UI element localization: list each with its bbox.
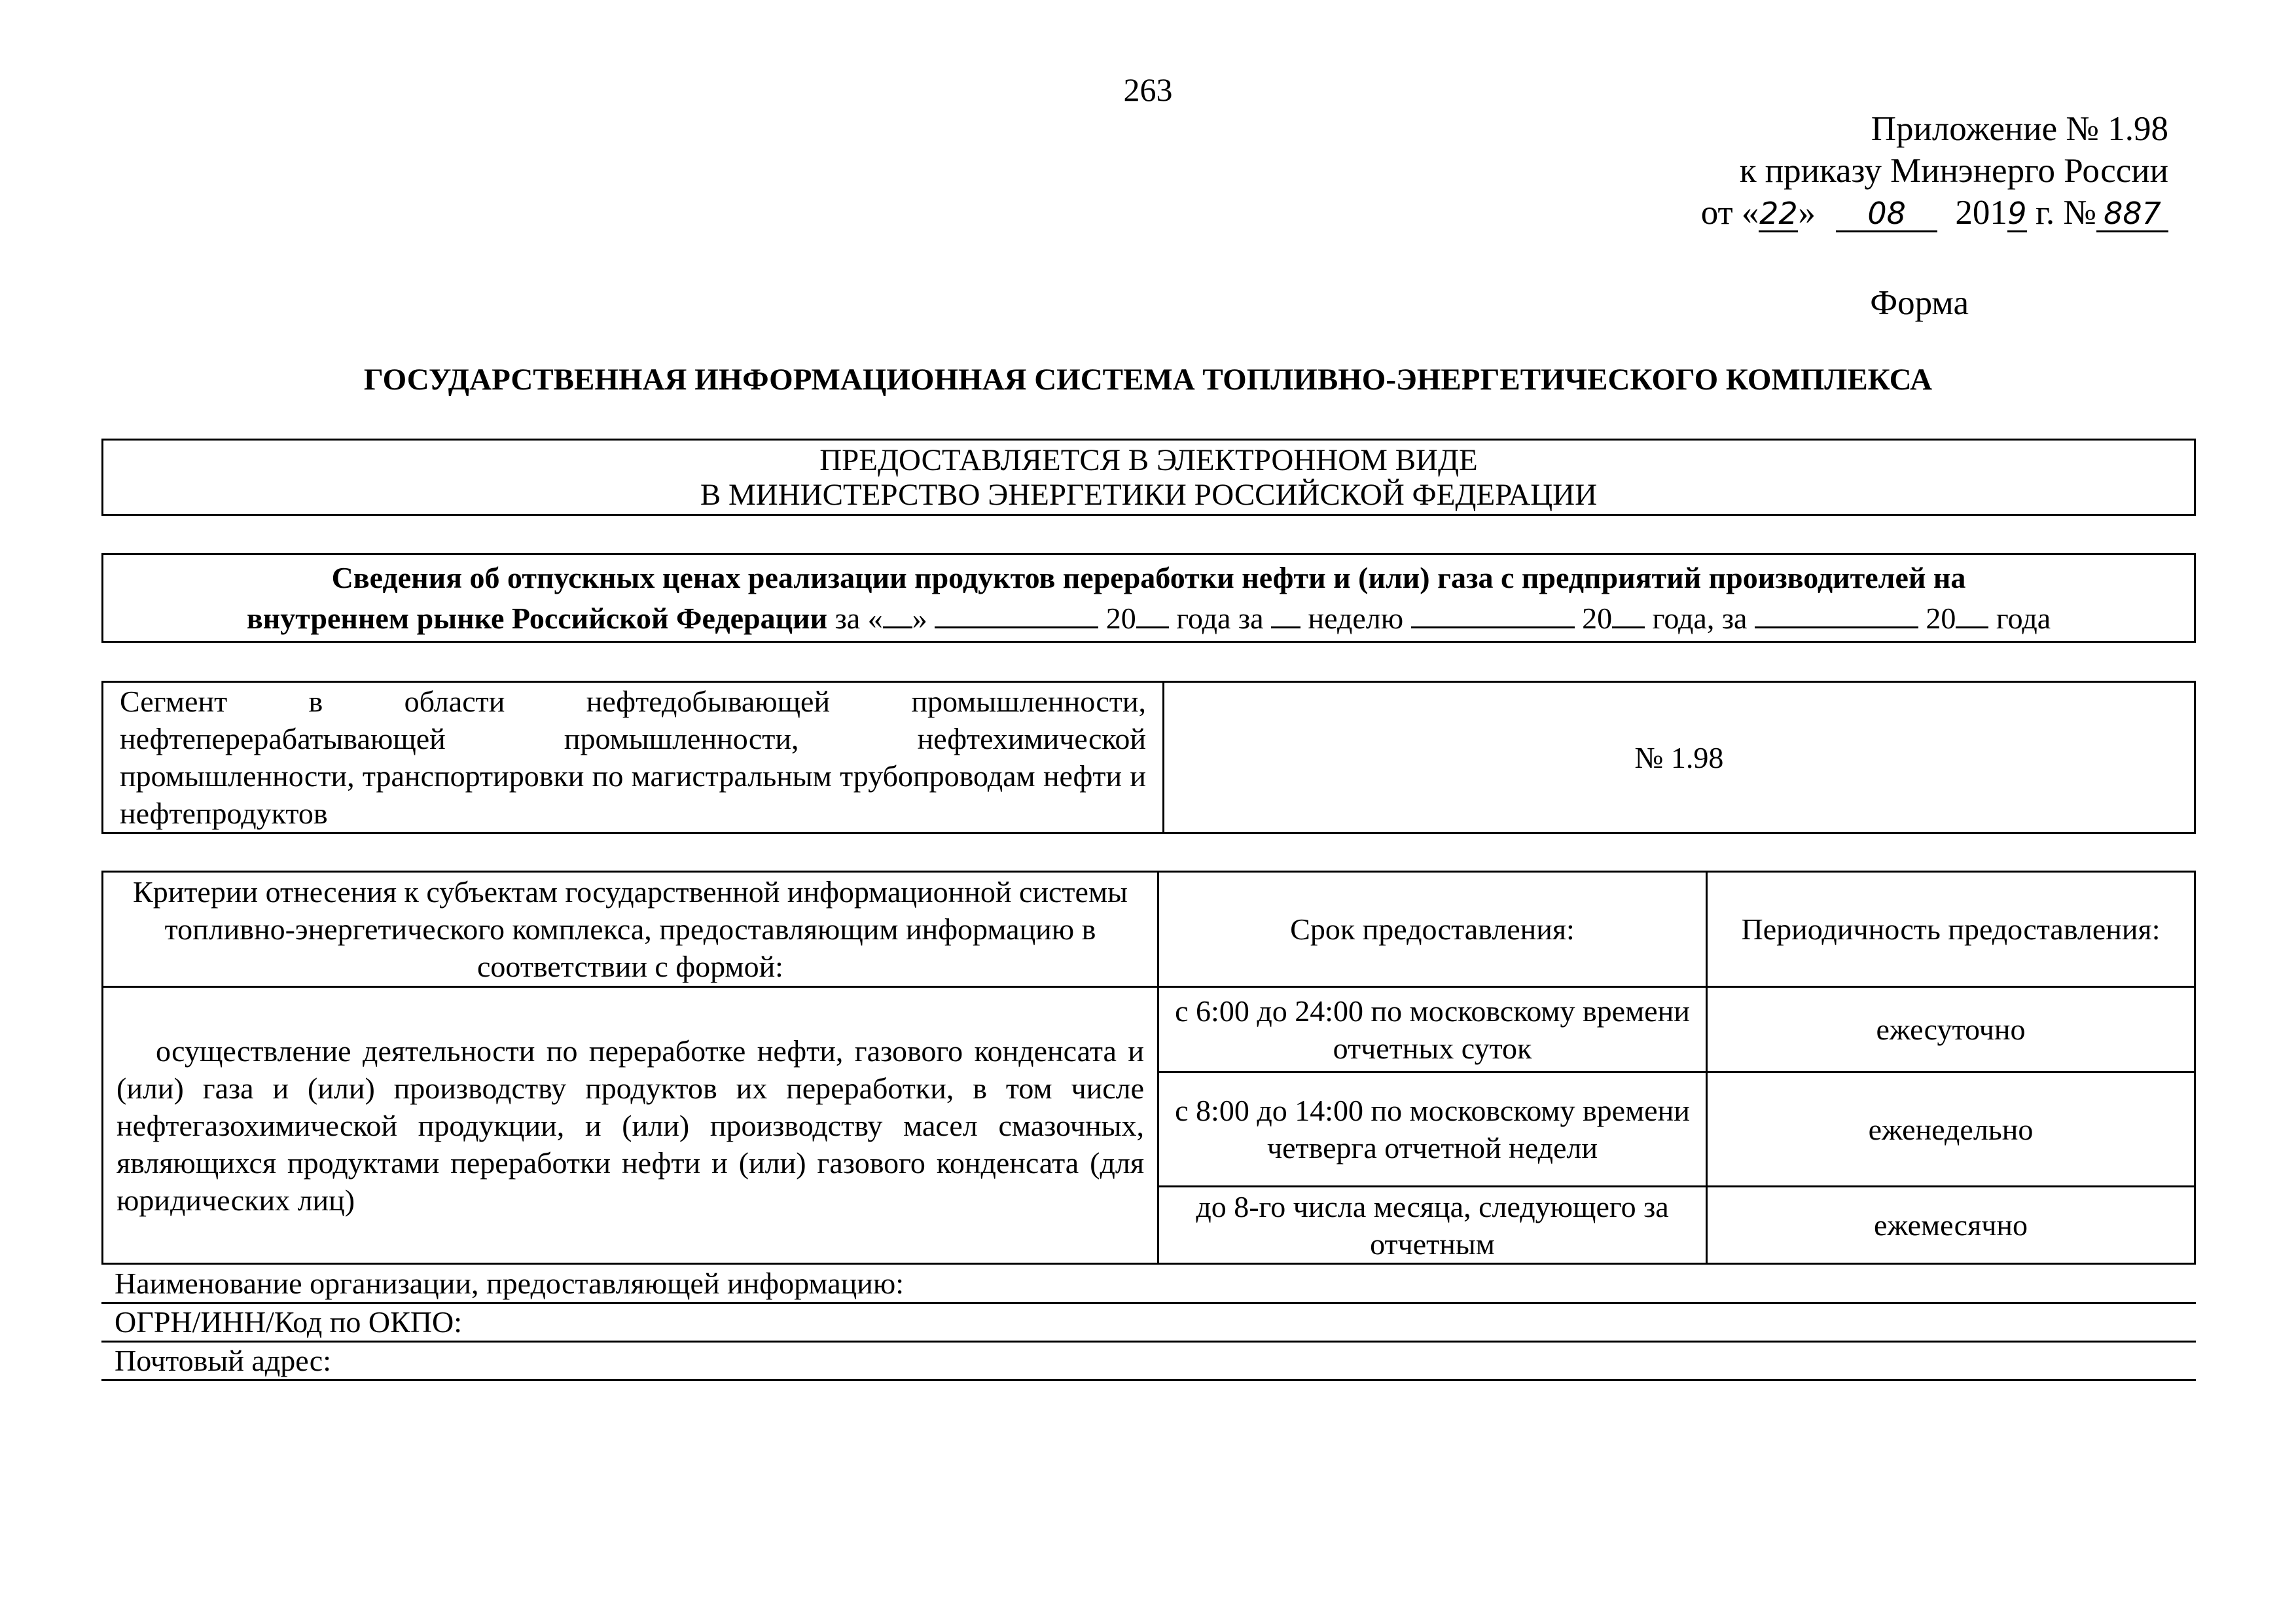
- postal-address-field[interactable]: Почтовый адрес:: [101, 1343, 2196, 1381]
- month-blank[interactable]: [935, 600, 1098, 628]
- header-criteria: Критерии отнесения к субъектам государственной информационной системы топливно-энергетического комплекса, предоставляющим информацию в соответствии с формой:: [103, 872, 1158, 987]
- year-blank-2[interactable]: [1612, 600, 1645, 628]
- week-number-blank[interactable]: [1271, 600, 1300, 628]
- segment-form-number: № 1.98: [1164, 682, 2195, 833]
- appendix-order-date: от «22» 08 2019 г. № 887: [1701, 192, 2168, 234]
- table-row-period: ежесуточно: [1707, 987, 2195, 1072]
- criteria-table: [101, 871, 2196, 1265]
- appendix-order-ref: к приказу Минэнерго России: [1739, 152, 2168, 190]
- appendix-title: Приложение № 1.98: [1871, 110, 2168, 148]
- table-row-deadline: с 6:00 до 24:00 по московскому времени отчетных суток: [1158, 987, 1707, 1072]
- criteria-text: осуществление деятельности по переработке нефти, газового конденсата и (или) газа и (или) производству продуктов их переработки, в том числе нефтегазохимической продукции, и (или) производству масел смазочных, являющихся продуктами переработки нефти и (или) газового конденсата (для юридических лиц): [103, 987, 1158, 1264]
- header-period: Периодичность предоставления:: [1707, 872, 2195, 987]
- table-row-period: ежемесячно: [1707, 1187, 2195, 1264]
- week-month-blank[interactable]: [1411, 600, 1575, 628]
- handwritten-day: 22: [1759, 196, 1798, 231]
- header-deadline: Срок предоставления:: [1158, 872, 1707, 987]
- handwritten-order-number: 887: [2096, 196, 2168, 232]
- report-title-line-2: внутреннем рынке Российской Федерации за « » 20 года за неделю 20 года, за 20 года: [246, 602, 2051, 635]
- org-name-field[interactable]: Наименование организации, предоставляющей информацию:: [101, 1265, 2196, 1304]
- form-label: Форма: [1870, 284, 1969, 322]
- year-blank-3[interactable]: [1956, 600, 1988, 628]
- appendix-header: [1701, 108, 2168, 234]
- handwritten-year-digit: 9: [2007, 196, 2027, 231]
- table-row-period: еженедельно: [1707, 1072, 2195, 1187]
- table-row-deadline: с 8:00 до 14:00 по московскому времени четверга отчетной недели: [1158, 1072, 1707, 1187]
- table-row-deadline: до 8-го числа месяца, следующего за отчетным: [1158, 1187, 1707, 1264]
- report-title-line-1: Сведения об отпускных ценах реализации продуктов переработки нефти и (или) газа с предприятий производителей на: [331, 561, 1966, 594]
- page-number: 263: [1123, 71, 1173, 108]
- segment-label: Сегмент в области нефтедобывающей промышленности, нефтеперерабатывающей промышленности, нефтехимической промышленности, транспортировки по магистральным трубопроводам нефти и нефтепродуктов: [103, 682, 1164, 833]
- day-blank[interactable]: [883, 600, 912, 628]
- submission-line-2: В МИНИСТЕРСТВО ЭНЕРГЕТИКИ РОССИЙСКОЙ ФЕДЕРАЦИИ: [700, 478, 1598, 512]
- year-blank-1[interactable]: [1136, 600, 1169, 628]
- period-blank[interactable]: [1755, 600, 1918, 628]
- submission-line-1: ПРЕДОСТАВЛЯЕТСЯ В ЭЛЕКТРОННОМ ВИДЕ: [819, 443, 1478, 477]
- ogrn-field[interactable]: ОГРН/ИНН/Код по ОКПО:: [101, 1304, 2196, 1343]
- report-title-box: [101, 553, 2196, 643]
- segment-table: [101, 681, 2196, 834]
- main-title: ГОСУДАРСТВЕННАЯ ИНФОРМАЦИОННАЯ СИСТЕМА ТОПЛИВНО-ЭНЕРГЕТИЧЕСКОГО КОМПЛЕКСА: [363, 363, 1933, 397]
- submission-box: [101, 439, 2196, 516]
- handwritten-month: 08: [1836, 196, 1937, 232]
